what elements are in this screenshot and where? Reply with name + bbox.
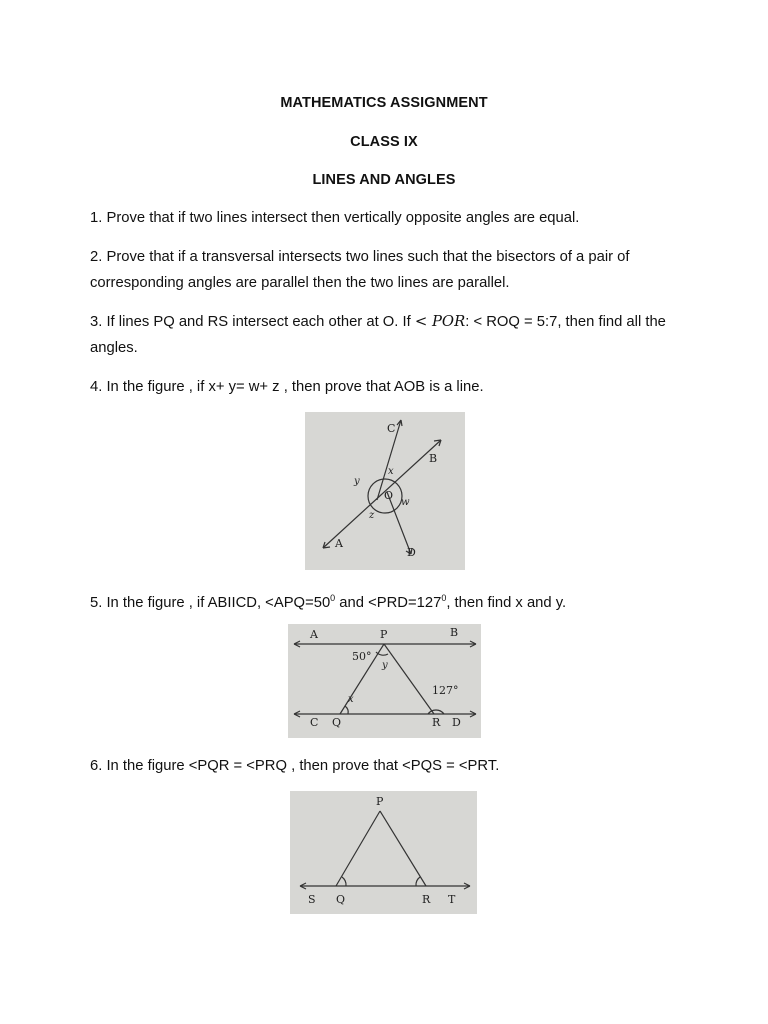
fig1-label-d: D [407, 546, 416, 559]
question-5-text-c: , then find x and y. [446, 594, 567, 611]
question-3-text-end: : < ROQ = 5:7, then find all the angles. [90, 314, 666, 356]
figure-parallel-lines [288, 624, 481, 738]
question-5-text-b: and <PRD=127 [335, 594, 442, 611]
question-3 [90, 309, 690, 361]
figure-triangle-diagram [290, 791, 477, 914]
fig2-label-c: C [310, 716, 319, 729]
question-5 [90, 585, 690, 616]
fig2-label-b: B [450, 626, 459, 639]
fig1-label-a: A [335, 537, 343, 550]
fig3-label-p: P [376, 795, 384, 808]
fig2-label-d: D [452, 716, 461, 729]
question-5-text-a: 5. In the figure , if ABIICD, <APQ=50 [90, 594, 331, 611]
question-6: 6. In the figure <PQR = <PRQ , then prove that <PQS = <PRT. [90, 758, 500, 774]
assignment-title: MATHEMATICS ASSIGNMENT [280, 95, 488, 111]
question-5-degree-2: 0 [441, 593, 447, 603]
fig3-label-t: T [448, 893, 456, 906]
fig1-label-y: y [354, 476, 360, 487]
question-1: 1. Prove that if two lines intersect then vertically opposite angles are equal. [90, 210, 580, 226]
fig2-label-y: y [382, 660, 388, 671]
fig1-label-w: w [401, 497, 410, 508]
fig1-label-c: C [387, 422, 396, 435]
figure-triangle [290, 791, 477, 914]
fig1-label-b: B [429, 452, 438, 465]
fig2-label-q: Q [332, 716, 342, 729]
question-2: 2. Prove that if a transversal intersects two lines such that the bisectors of a pair of corresponding angles are parallel then the two lines are parallel. [90, 249, 630, 291]
figure-aob-line [305, 412, 465, 570]
fig1-label-z: z [369, 510, 375, 521]
fig2-label-127-degrees: 127° [432, 684, 459, 697]
question-3-text-start: 3. If lines PQ and RS intersect each other at O. If [90, 314, 415, 330]
fig2-label-x: x [348, 694, 354, 705]
fig1-label-o: O [384, 489, 394, 502]
question-4: 4. In the figure , if x+ y= w+ z , then prove that AOB is a line. [90, 379, 484, 395]
class-heading: CLASS IX [350, 134, 418, 150]
fig1-label-x: x [388, 466, 394, 477]
fig2-label-a: A [310, 628, 318, 641]
topic-heading: LINES AND ANGLES [312, 172, 456, 188]
question-5-degree-1: 0 [330, 593, 336, 603]
fig2-label-r: R [432, 716, 441, 729]
fig3-label-s: S [308, 893, 316, 906]
figure-parallel-diagram [288, 624, 481, 738]
figure-aob-diagram [305, 412, 465, 570]
fig2-label-p: P [380, 628, 388, 641]
fig3-label-r: R [422, 893, 431, 906]
fig3-label-q: Q [336, 893, 346, 906]
fig2-label-50-degrees: 50° [352, 650, 372, 663]
question-3-angle-symbol: < POR [414, 313, 466, 330]
